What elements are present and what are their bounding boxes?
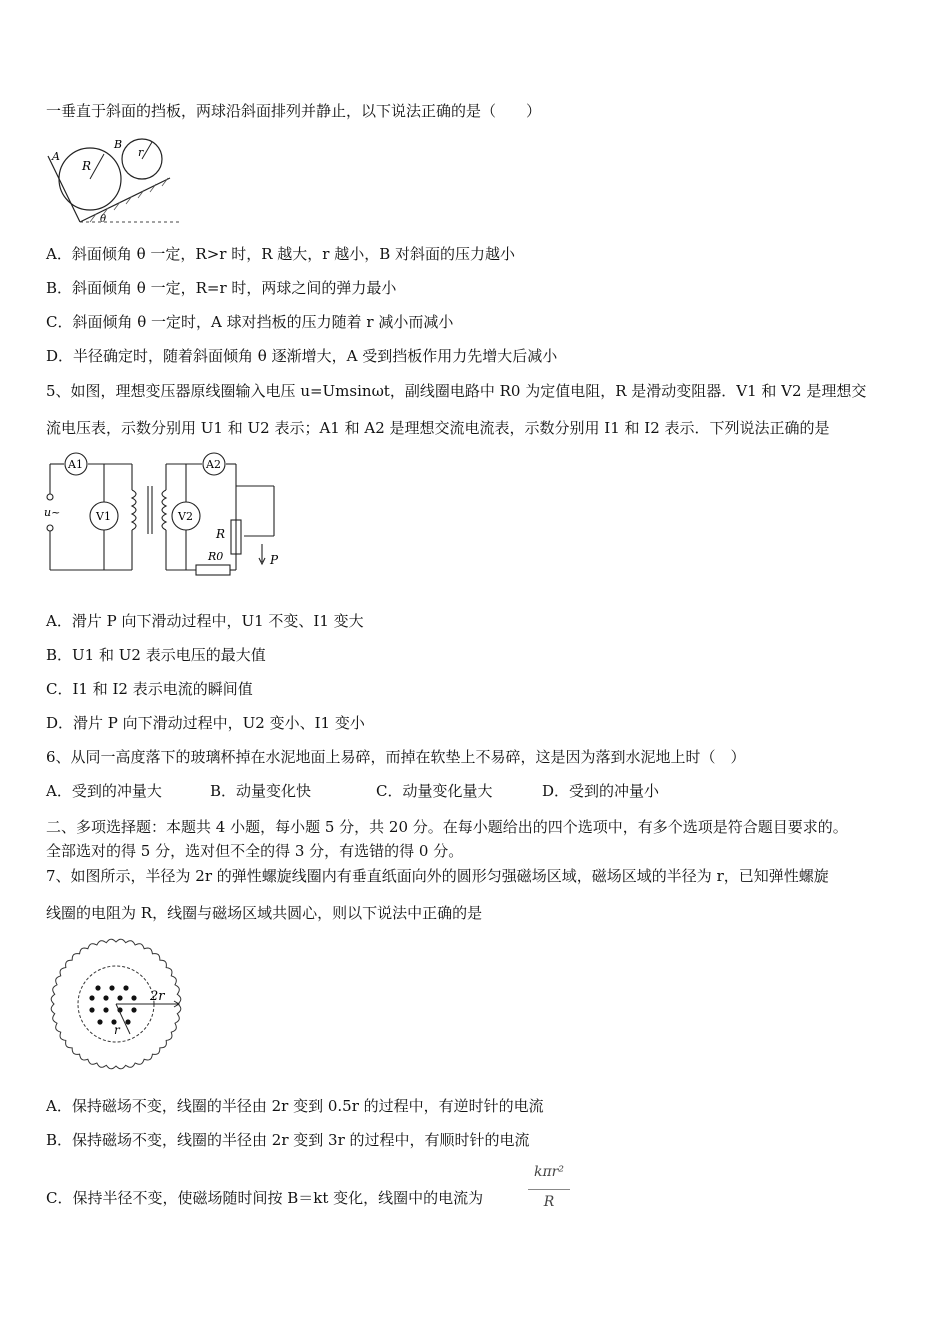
q6-option-a: A．受到的冲量大 xyxy=(46,782,162,800)
label-r: r xyxy=(114,1023,120,1037)
q5-stem-line2: 流电压表，示数分别用 U1 和 U2 表示；A1 和 A2 是理想交流电流表，示数分别用 I1 和 I2 表示．下列说法正确的是 xyxy=(46,419,830,437)
label-A2: A2 xyxy=(206,458,221,471)
label-A1: A1 xyxy=(68,458,83,471)
label-V1: V1 xyxy=(96,510,111,523)
q7-option-b: B．保持磁场不变，线圈的半径由 2r 变到 3r 的过程中，有顺时针的电流 xyxy=(46,1131,530,1149)
q5-option-b: B．U1 和 U2 表示电压的最大值 xyxy=(46,646,266,664)
label-A: A xyxy=(52,150,60,163)
q4-option-d: D．半径确定时，随着斜面倾角 θ 逐渐增大，A 受到挡板作用力先增大后减小 xyxy=(46,347,558,365)
label-r: r xyxy=(138,146,144,159)
q4-option-a: A．斜面倾角 θ 一定，R>r 时，R 越大，r 越小，B 对斜面的压力越小 xyxy=(46,245,515,263)
q5-option-c: C．I1 和 I2 表示电流的瞬间值 xyxy=(46,680,253,698)
q5-stem-line1: 5、如图，理想变压器原线圈输入电压 u=Umsinωt，副线圈电路中 R0 为定值电阻，R 是滑动变阻器．V1 和 V2 是理想交 xyxy=(46,382,867,400)
label-R: R xyxy=(82,159,92,173)
q7-option-a: A．保持磁场不变，线圈的半径由 2r 变到 0.5r 的过程中，有逆时针的电流 xyxy=(46,1097,544,1115)
label-R: R xyxy=(216,527,226,541)
q6-option-d: D．受到的冲量小 xyxy=(542,782,660,800)
q6-stem: 6、从同一高度落下的玻璃杯掉在水泥地面上易碎，而掉在软垫上不易碎，这是因为落到水泥地上时（ ） xyxy=(46,748,746,766)
label-P: P xyxy=(270,553,279,567)
q7-coil-figure xyxy=(44,936,194,1072)
q7-option-c: C．保持半径不变，使磁场随时间按 B＝kt 变化，线圈中的电流为 xyxy=(46,1189,484,1207)
q7-fraction-bar xyxy=(528,1189,570,1190)
q5-transformer-figure xyxy=(44,452,294,580)
q5-option-a: A．滑片 P 向下滑动过程中，U1 不变、I1 变大 xyxy=(46,612,364,630)
q7-fraction-denominator: R xyxy=(543,1194,555,1210)
section2-heading-line1: 二、多项选择题：本题共 4 小题，每小题 5 分，共 20 分。在每小题给出的四个选项中，有多个选项是符合题目要求的。 xyxy=(46,818,848,836)
section2-heading-line2: 全部选对的得 5 分，选对但不全的得 3 分，有选错的得 0 分。 xyxy=(46,842,464,860)
q7-stem-line1: 7、如图所示，半径为 2r 的弹性螺旋线圈内有垂直纸面向外的圆形匀强磁场区域，磁场区域的半径为 r，已知弹性螺旋 xyxy=(46,867,829,885)
q6-option-c: C．动量变化量大 xyxy=(376,782,493,800)
label-theta: θ xyxy=(100,214,107,225)
label-u: u~ xyxy=(44,506,61,519)
q4-incline-figure xyxy=(44,134,184,230)
q7-fraction-numerator: kπr² xyxy=(534,1164,564,1180)
label-V2: V2 xyxy=(178,510,193,523)
label-B: B xyxy=(114,138,123,151)
label-R0: R0 xyxy=(208,550,224,563)
q4-option-b: B．斜面倾角 θ 一定，R=r 时，两球之间的弹力最小 xyxy=(46,279,397,297)
q4-option-c: C．斜面倾角 θ 一定时，A 球对挡板的压力随着 r 减小而减小 xyxy=(46,313,454,331)
q7-stem-line2: 线圈的电阻为 R，线圈与磁场区域共圆心，则以下说法中正确的是 xyxy=(46,904,483,922)
q6-option-b: B．动量变化快 xyxy=(210,782,312,800)
q5-option-d: D．滑片 P 向下滑动过程中，U2 变小、I1 变小 xyxy=(46,714,365,732)
q4-stem: 一垂直于斜面的挡板，两球沿斜面排列并静止，以下说法正确的是（ ） xyxy=(46,102,542,120)
label-2r: 2r xyxy=(150,989,165,1004)
